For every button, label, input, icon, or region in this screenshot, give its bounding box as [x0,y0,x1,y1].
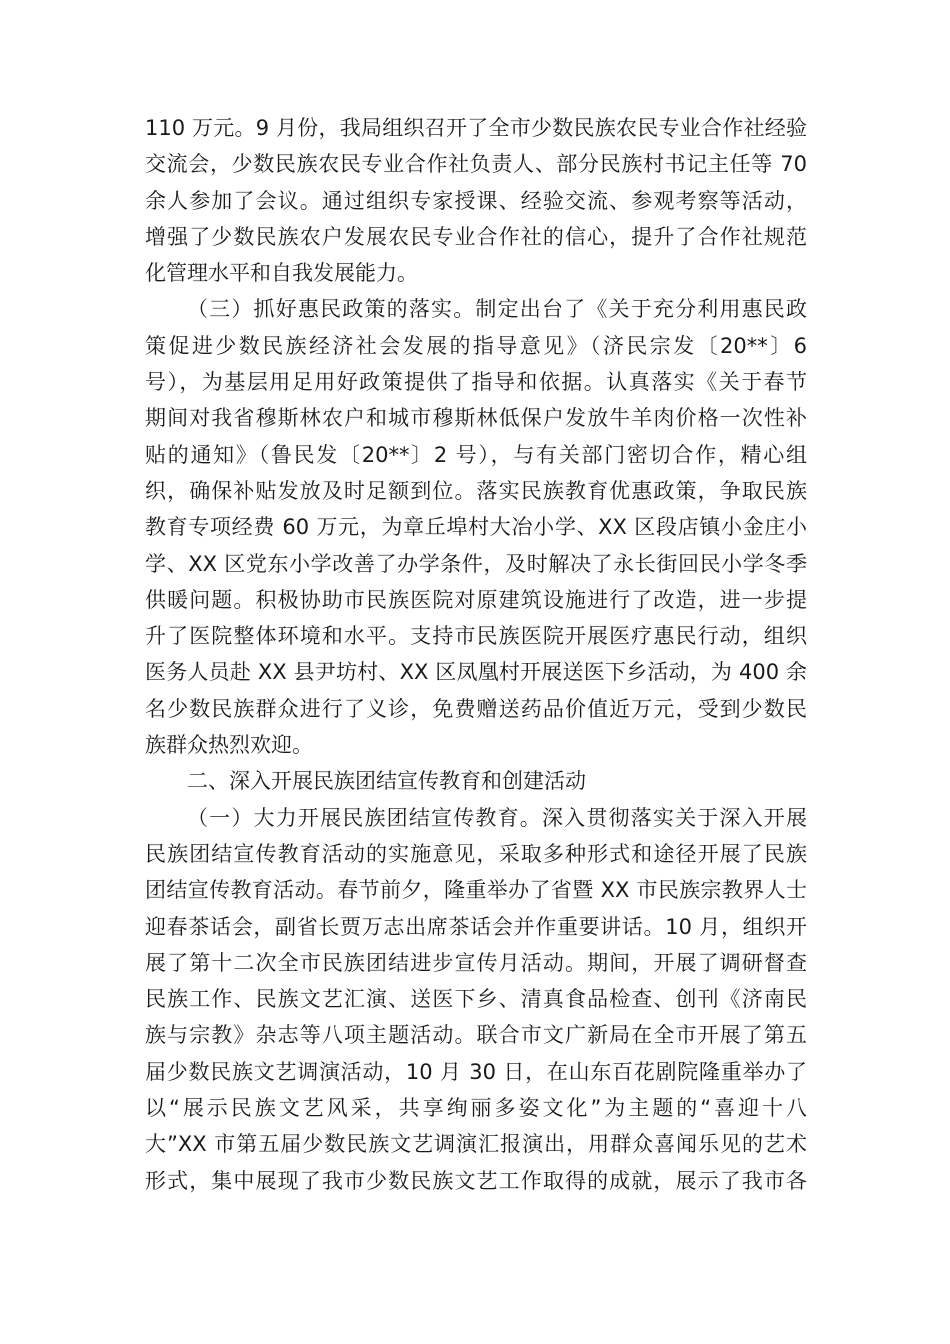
text-line: 升了医院整体环境和水平。支持市民族医院开展医疗惠民行动，组织 [145,624,807,649]
text-line: 大”XX 市第五届少数民族文艺调演汇报演出，用群众喜闻乐见的艺术 [145,1132,807,1157]
text-line: 名少数民族群众进行了义诊，免费赠送药品价值近万元，受到少数民 [145,696,807,721]
text-line: 形式，集中展现了我市少数民族文艺工作取得的成就，展示了我市各 [145,1168,807,1193]
text-line: 民族工作、民族文艺汇演、送医下乡、清真食品检查、创刊《济南民 [145,987,807,1012]
text-line: 织，确保补贴发放及时足额到位。落实民族教育优惠政策，争取民族 [145,478,807,503]
section-heading: 二、深入开展民族团结宣传教育和创建活动 [187,769,586,794]
text-line: 期间对我省穆斯林农户和城市穆斯林低保户发放牛羊肉价格一次性补 [145,406,807,431]
text-line: （一）大力开展民族团结宣传教育。深入贯彻落实关于深入开展 [187,805,807,830]
text-line: 届少数民族文艺调演活动，10 月 30 日，在山东百花剧院隆重举办了 [145,1059,807,1084]
text-line: 化管理水平和自我发展能力。 [145,261,418,286]
text-line: 展了第十二次全市民族团结进步宣传月活动。期间，开展了调研督查 [145,950,807,975]
text-line: 族与宗教》杂志等八项主题活动。联合市文广新局在全市开展了第五 [145,1023,807,1048]
text-line: 交流会，少数民族农民专业合作社负责人、部分民族村书记主任等 70 [145,152,807,177]
text-line: 族群众热烈欢迎。 [145,733,313,758]
text-line: 110 万元。9 月份，我局组织召开了全市少数民族农民专业合作社经验 [145,116,807,140]
text-line: 民族团结宣传教育活动的实施意见，采取多种形式和途径开展了民族 [145,841,807,866]
text-line: 教育专项经费 60 万元，为章丘埠村大冶小学、XX 区段店镇小金庄小 [145,515,807,540]
text-line: 医务人员赴 XX 县尹坊村、XX 区凤凰村开展送医下乡活动，为 400 余 [145,660,807,685]
document-body [145,110,807,1199]
text-line: 以“展示民族文艺风采，共享绚丽多姿文化”为主题的“喜迎十八 [145,1096,807,1121]
text-line: 号），为基层用足用好政策提供了指导和依据。认真落实《关于春节 [145,370,807,395]
text-line: 余人参加了会议。通过组织专家授课、经验交流、参观考察等活动， [145,188,807,213]
text-line: 团结宣传教育活动。春节前夕，隆重举办了省暨 XX 市民族宗教界人士 [145,878,807,903]
text-line: 策促进少数民族经济社会发展的指导意见》（济民宗发〔20**〕6 [145,333,807,358]
text-line: 贴的通知》（鲁民发〔20**〕2 号），与有关部门密切合作，精心组 [145,442,807,467]
text-line: （三）抓好惠民政策的落实。制定出台了《关于充分利用惠民政 [187,297,807,322]
text-line: 学、XX 区党东小学改善了办学条件，及时解决了永长街回民小学冬季 [145,551,807,576]
text-line: 迎春茶话会，副省长贾万志出席茶话会并作重要讲话。10 月，组织开 [145,914,807,939]
text-line: 增强了少数民族农户发展农民专业合作社的信心，提升了合作社规范 [145,224,807,249]
text-line: 供暖问题。积极协助市民族医院对原建筑设施进行了改造，进一步提 [145,587,807,612]
